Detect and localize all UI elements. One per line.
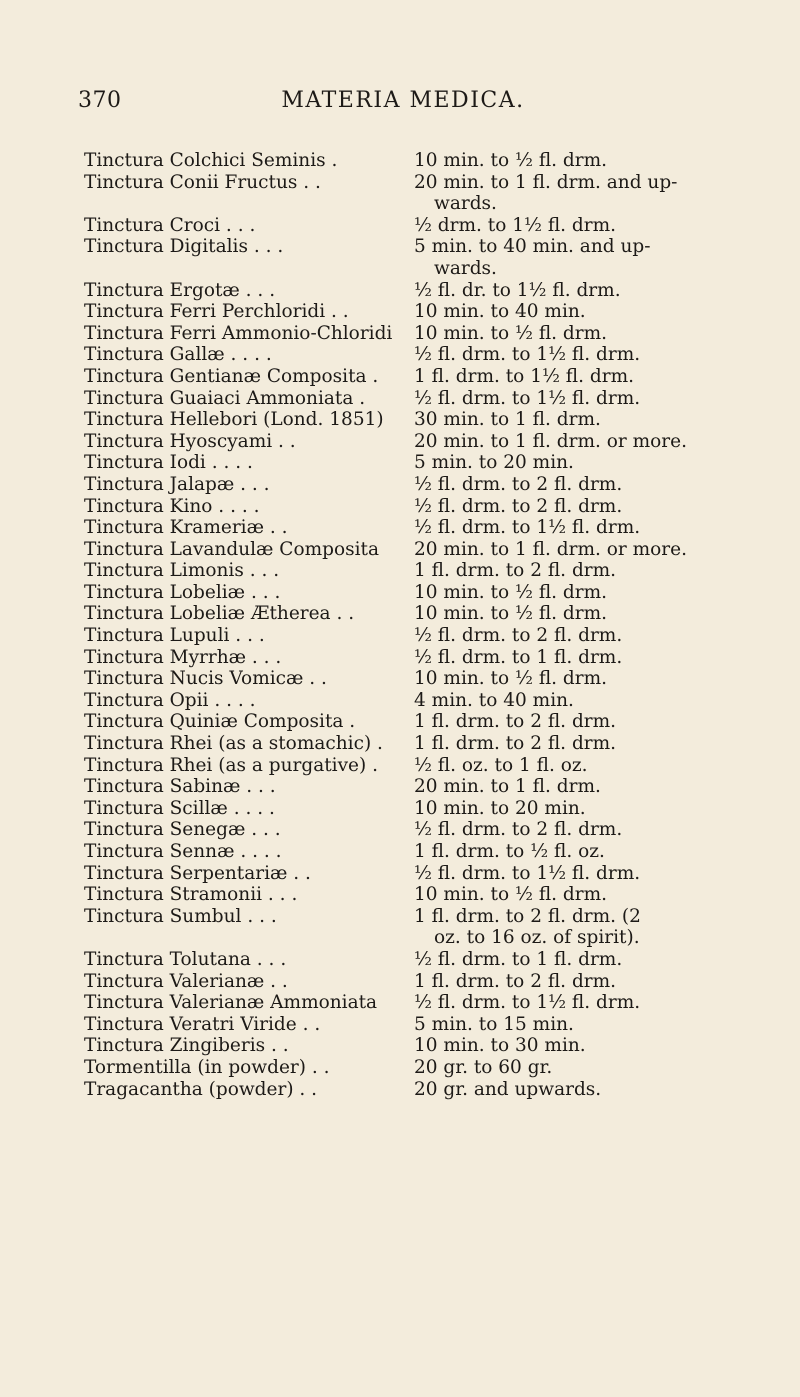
drug-name: Tinctura Stramonii . . . (84, 884, 298, 906)
drug-name: Tinctura Conii Fructus . . (84, 171, 321, 193)
table-row (84, 1057, 744, 1079)
dose-cell (412, 388, 744, 410)
table-row (84, 236, 744, 279)
dose-continuation: wards. (434, 193, 497, 215)
dose-cell (412, 517, 744, 539)
dose-text: ½ fl. drm. to 1½ fl. drm. (414, 862, 641, 884)
dose-cell (412, 560, 744, 582)
dose-cell (412, 409, 744, 431)
table-row (84, 1014, 744, 1036)
drug-name: Tinctura Sumbul . . . (84, 905, 277, 927)
table-row (84, 798, 744, 820)
drug-name: Tinctura Jalapæ . . . (84, 473, 270, 495)
dose-text: 10 min. to 20 min. (414, 797, 586, 819)
dose-text: 1 fl. drm. to 1½ fl. drm. (414, 365, 634, 387)
table-row (84, 819, 744, 841)
dose-text: 20 gr. and upwards. (414, 1078, 602, 1100)
dose-cell (412, 496, 744, 518)
page-number: 370 (78, 88, 122, 113)
dose-continuation: oz. to 16 oz. of spirit). (434, 927, 640, 949)
table-row (84, 388, 744, 410)
drug-name: Tinctura Limonis . . . (84, 560, 280, 582)
dose-cell (412, 1035, 744, 1057)
dose-text: ½ fl. drm. to 1½ fl. drm. (414, 992, 641, 1014)
dose-cell (412, 733, 744, 755)
dose-text: ½ fl. drm. to 1½ fl. drm. (414, 344, 641, 366)
drug-name: Tinctura Valerianæ Ammoniata (84, 992, 378, 1014)
dose-cell (412, 906, 744, 949)
table-row (84, 625, 744, 647)
dose-text: 10 min. to ½ fl. drm. (414, 322, 608, 344)
dose-cell (412, 668, 744, 690)
dose-cell (412, 474, 744, 496)
table-row (84, 776, 744, 798)
drug-name: Tinctura Valerianæ . . (84, 970, 288, 992)
table-row (84, 344, 744, 366)
drug-name: Tinctura Iodi . . . . (84, 452, 253, 474)
table-row (84, 647, 744, 669)
dose-text: 5 min. to 15 min. (414, 1013, 574, 1035)
dose-text: 10 min. to 40 min. (414, 301, 586, 323)
drug-name: Tinctura Lobeliæ Ætherea . . (84, 603, 355, 625)
dose-text: 30 min. to 1 fl. drm. (414, 409, 601, 431)
table-row (84, 280, 744, 302)
table-row (84, 884, 744, 906)
table-row (84, 949, 744, 971)
table-row (84, 841, 744, 863)
dose-cell (412, 647, 744, 669)
dosage-table (84, 150, 744, 1100)
drug-name: Tinctura Scillæ . . . . (84, 797, 275, 819)
dose-cell (412, 819, 744, 841)
dose-cell (412, 884, 744, 906)
dose-cell (412, 690, 744, 712)
dose-text: ½ fl. drm. to 2 fl. drm. (414, 819, 623, 841)
dose-cell (412, 301, 744, 323)
drug-name: Tinctura Lavandulæ Composita (84, 538, 379, 560)
dose-text: 10 min. to ½ fl. drm. (414, 581, 608, 603)
table-row (84, 474, 744, 496)
dose-text: 1 fl. drm. to 2 fl. drm. (414, 711, 617, 733)
dose-cell (412, 949, 744, 971)
dose-cell (412, 603, 744, 625)
table-row (84, 215, 744, 237)
dose-cell (412, 366, 744, 388)
dose-cell (412, 431, 744, 453)
dose-cell (412, 539, 744, 561)
table-row (84, 971, 744, 993)
dose-text: 20 min. to 1 fl. drm. and up- (414, 171, 678, 193)
dose-cell (412, 215, 744, 237)
drug-name: Tinctura Ergotæ . . . (84, 279, 276, 301)
drug-name: Tinctura Ferri Ammonio-Chloridi (84, 322, 393, 344)
drug-name: Tinctura Digitalis . . . (84, 236, 284, 258)
table-row (84, 323, 744, 345)
drug-name: Tinctura Lobeliæ . . . (84, 581, 281, 603)
dose-text: 20 gr. to 60 gr. (414, 1056, 553, 1078)
dose-text: 10 min. to ½ fl. drm. (414, 668, 608, 690)
drug-name: Tinctura Krameriæ . . (84, 517, 288, 539)
dose-text: 1 fl. drm. to 2 fl. drm. (414, 733, 617, 755)
drug-name: Tinctura Rhei (as a stomachic) . (84, 733, 383, 755)
drug-name: Tinctura Zingiberis . . (84, 1035, 289, 1057)
table-row (84, 539, 744, 561)
dose-text: 5 min. to 20 min. (414, 452, 574, 474)
table-row (84, 582, 744, 604)
drug-name: Tinctura Hellebori (Lond. 1851) (84, 409, 384, 431)
table-row (84, 1035, 744, 1057)
table-row (84, 517, 744, 539)
drug-name: Tinctura Senegæ . . . (84, 819, 281, 841)
dose-text: 4 min. to 40 min. (414, 689, 574, 711)
dose-text: 1 fl. drm. to ½ fl. oz. (414, 841, 605, 862)
table-row (84, 668, 744, 690)
dose-cell (412, 992, 744, 1014)
dose-cell (412, 776, 744, 798)
dose-text: 10 min. to ½ fl. drm. (414, 884, 608, 906)
dose-cell (412, 711, 744, 733)
dose-text: 10 min. to ½ fl. drm. (414, 150, 608, 171)
dose-cell (412, 236, 744, 279)
dose-text: ½ drm. to 1½ fl. drm. (414, 214, 617, 236)
dose-text: 20 min. to 1 fl. drm. or more. (414, 538, 687, 560)
dose-cell (412, 280, 744, 302)
dose-text: ½ fl. drm. to 1½ fl. drm. (414, 387, 641, 409)
dose-text: 1 fl. drm. to 2 fl. drm. (2 (414, 905, 641, 927)
dose-cell (412, 863, 744, 885)
table-row (84, 690, 744, 712)
table-row (84, 172, 744, 215)
dose-text: ½ fl. drm. to 1 fl. drm. (414, 646, 623, 668)
running-title: MATERIA MEDICA. (281, 88, 525, 113)
dose-cell (412, 150, 744, 172)
drug-name: Tinctura Croci . . . (84, 214, 256, 236)
drug-name: Tormentilla (in powder) . . (84, 1056, 330, 1078)
dose-text: ½ fl. drm. to 1½ fl. drm. (414, 517, 641, 539)
dose-cell (412, 1057, 744, 1079)
drug-name: Tragacantha (powder) . . (84, 1078, 318, 1100)
drug-name: Tinctura Ferri Perchloridi . . (84, 301, 349, 323)
dose-cell (412, 582, 744, 604)
dose-text: ½ fl. drm. to 1 fl. drm. (414, 948, 623, 970)
table-row (84, 452, 744, 474)
drug-name: Tinctura Colchici Seminis . (84, 150, 338, 171)
dose-text: 1 fl. drm. to 2 fl. drm. (414, 560, 617, 582)
drug-name: Tinctura Veratri Viride . . (84, 1013, 321, 1035)
table-row (84, 733, 744, 755)
dose-text: ½ fl. drm. to 2 fl. drm. (414, 473, 623, 495)
drug-name: Tinctura Lupuli . . . (84, 625, 265, 647)
dose-cell (412, 798, 744, 820)
drug-name: Tinctura Tolutana . . . (84, 948, 287, 970)
drug-name: Tinctura Myrrhæ . . . (84, 646, 282, 668)
drug-name: Tinctura Opii . . . . (84, 689, 256, 711)
dose-cell (412, 841, 744, 863)
drug-name: Tinctura Kino . . . . (84, 495, 260, 517)
table-row (84, 1079, 744, 1101)
table-row (84, 906, 744, 949)
dose-cell (412, 971, 744, 993)
table-row (84, 150, 744, 172)
drug-name: Tinctura Guaiaci Ammoniata . (84, 387, 366, 409)
table-row (84, 366, 744, 388)
table-row (84, 863, 744, 885)
dose-cell (412, 1014, 744, 1036)
table-row (84, 560, 744, 582)
drug-name: Tinctura Gallæ . . . . (84, 344, 272, 366)
table-row (84, 711, 744, 733)
drug-name: Tinctura Hyoscyami . . (84, 430, 296, 452)
dose-cell (412, 625, 744, 647)
dose-text: ½ fl. drm. to 2 fl. drm. (414, 625, 623, 647)
dose-text: 10 min. to 30 min. (414, 1035, 586, 1057)
dose-cell (412, 344, 744, 366)
drug-name: Tinctura Serpentariæ . . (84, 862, 311, 884)
dose-continuation: wards. (434, 257, 497, 279)
dose-cell (412, 323, 744, 345)
table-row (84, 496, 744, 518)
dose-cell (412, 755, 744, 777)
dose-text: ½ fl. oz. to 1 fl. oz. (414, 754, 588, 776)
page-header (78, 88, 728, 128)
dose-cell (412, 1079, 744, 1101)
drug-name: Tinctura Gentianæ Composita . (84, 365, 379, 387)
table-row (84, 409, 744, 431)
dose-text: 5 min. to 40 min. and up- (414, 236, 651, 258)
table-row (84, 431, 744, 453)
dose-text: 1 fl. drm. to 2 fl. drm. (414, 970, 617, 992)
dose-cell (412, 452, 744, 474)
table-row (84, 755, 744, 777)
dose-text: 20 min. to 1 fl. drm. (414, 776, 601, 798)
drug-name: Tinctura Sennæ . . . . (84, 841, 282, 862)
dose-text: ½ fl. dr. to 1½ fl. drm. (414, 279, 621, 301)
drug-name: Tinctura Rhei (as a purgative) . (84, 754, 378, 776)
drug-name: Tinctura Nucis Vomicæ . . (84, 668, 327, 690)
table-row (84, 301, 744, 323)
drug-name: Tinctura Quiniæ Composita . (84, 711, 356, 733)
dose-text: 10 min. to ½ fl. drm. (414, 603, 608, 625)
table-row (84, 603, 744, 625)
dose-text: ½ fl. drm. to 2 fl. drm. (414, 495, 623, 517)
table-row (84, 992, 744, 1014)
dose-cell (412, 172, 744, 215)
dose-text: 20 min. to 1 fl. drm. or more. (414, 430, 687, 452)
drug-name: Tinctura Sabinæ . . . (84, 776, 276, 798)
